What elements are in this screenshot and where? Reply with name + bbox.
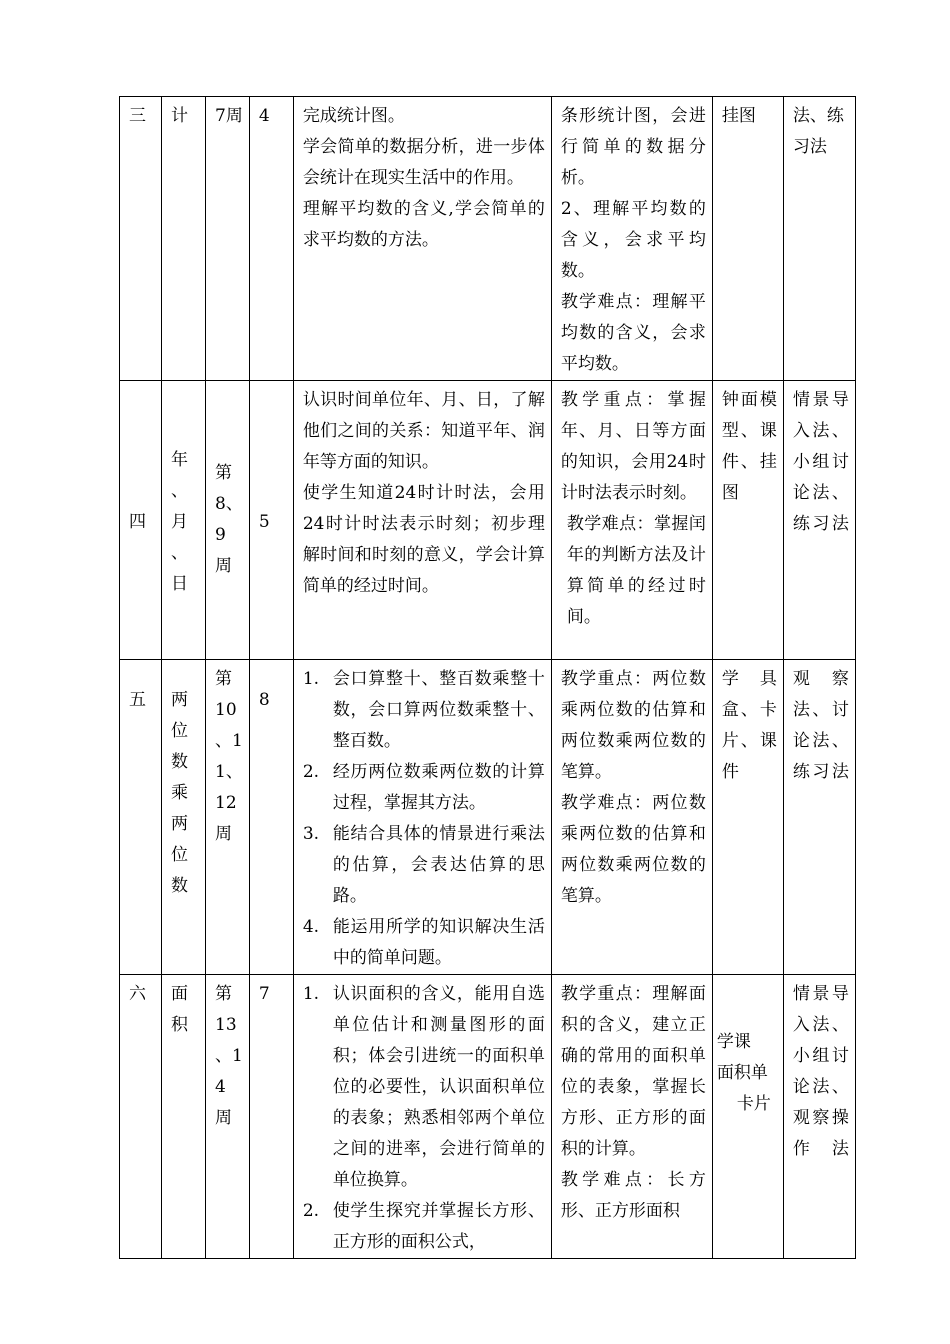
list-item: 2. 使学生探究并掌握长方形、正方形的面积公式， xyxy=(302,1201,545,1252)
hours-cell: 8 xyxy=(249,660,293,975)
teaching-goals xyxy=(293,660,551,975)
teaching-methods: 法、练习法 xyxy=(783,97,855,381)
unit-title: 计 xyxy=(162,97,206,381)
list-item: 3. 能结合具体的情景进行乘法的估算，会表达估算的思路。 xyxy=(302,824,545,906)
table-row xyxy=(120,381,856,660)
unit-title: 面 积 xyxy=(162,975,206,1259)
key-points: 教学重点：两位数乘两位数的估算和两位数乘两位数的笔算。 教学难点：两位数乘两位数的估算和两位数乘两位数的笔算。 xyxy=(551,660,712,975)
weeks-cell: 第 10 、1 1、 12 周 xyxy=(206,660,250,975)
key-points: 教学重点：理解面积的含义，建立正确的常用的面积单位的表象，掌握长方形、正方形的面积的计算。 教学难点：长方形、正方形面积 xyxy=(551,975,712,1259)
unit-number: 六 xyxy=(120,975,162,1259)
unit-number: 四 xyxy=(120,381,162,660)
teaching-methods: 情景导入法、小组讨论法、观察操作法 xyxy=(783,975,855,1259)
unit-title: 年 、 月 、 日 xyxy=(162,381,206,660)
list-item: 1. 认识面积的含义，能用自选单位估计和测量图形的面积；体会引进统一的面积单位的必要性，认识面积单位的表象；熟悉相邻两个单位之间的进率，会进行简单的单位换算。 xyxy=(302,984,545,1190)
list-item: 2. 经历两位数乘两位数的计算过程，掌握其方法。 xyxy=(302,762,545,813)
teaching-goals: 认识时间单位年、月、日，了解他们之间的关系：知道平年、润年等方面的知识。 使学生知道24时计时法，会用24时计时法表示时刻；初步理解时间和时刻的意义，学会计算简单的经过时间。 xyxy=(293,381,551,660)
table-row xyxy=(120,975,856,1259)
teaching-goals: 完成统计图。 学会简单的数据分析，进一步体会统计在现实生活中的作用。 理解平均数的含义,学会简单的求平均数的方法。 xyxy=(293,97,551,381)
teaching-aids: 学具盒、卡片、课件 xyxy=(712,660,783,975)
teaching-aids: 钟面模型、课件、挂图 xyxy=(712,381,783,660)
teaching-aids: 学课 面积单 卡片 xyxy=(712,975,783,1259)
hours-cell: 5 xyxy=(249,381,293,660)
hours-cell: 4 xyxy=(249,97,293,381)
teaching-methods: 观察法、讨论法、练习法 xyxy=(783,660,855,975)
teaching-aids: 挂图 xyxy=(712,97,783,381)
table-row xyxy=(120,97,856,381)
teaching-goals xyxy=(293,975,551,1259)
list-item: 1. 会口算整十、整百数乘整十数，会口算两位数乘整十、整百数。 xyxy=(302,669,545,751)
lesson-plan-table xyxy=(119,96,856,1259)
list-item: 4. 能运用所学的知识解决生活中的简单问题。 xyxy=(302,917,545,968)
weeks-cell: 第 8、 9 周 xyxy=(206,381,250,660)
weeks-cell: 第 13 、1 4 周 xyxy=(206,975,250,1259)
key-points: 条形统计图，会进行简单的数据分析。 2、理解平均数的含义，会求平均数。 教学难点：理解平均数的含义，会求平均数。 xyxy=(551,97,712,381)
unit-number: 三 xyxy=(120,97,162,381)
weeks-cell: 7周 xyxy=(206,97,250,381)
unit-title: 两 位 数 乘 两 位 数 xyxy=(162,660,206,975)
key-points: 教学重点：掌握年、月、日等方面的知识，会用24时计时法表示时刻。 教学难点：掌握闰年的判断方法及计算简单的经过时间。 xyxy=(551,381,712,660)
teaching-methods: 情景导入法、小组讨论法、练习法 xyxy=(783,381,855,660)
hours-cell: 7 xyxy=(249,975,293,1259)
unit-number: 五 xyxy=(120,660,162,975)
table-row xyxy=(120,660,856,975)
